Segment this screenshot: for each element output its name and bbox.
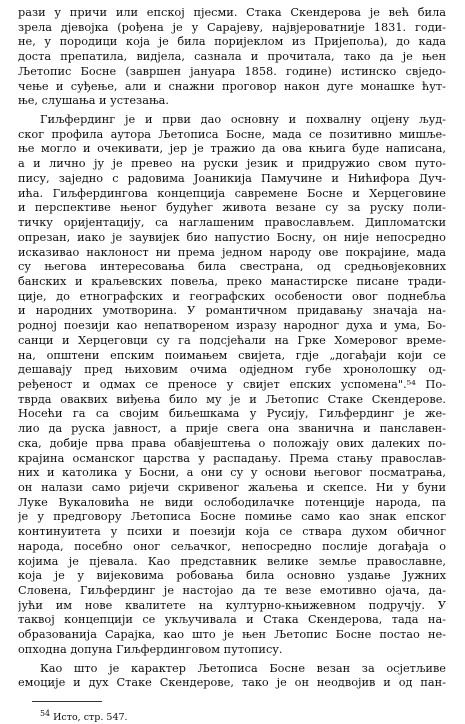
paragraph-2 bbox=[18, 113, 446, 658]
text-line: народа, посебно оног сељачког, непосредно послије догађаја о bbox=[18, 539, 446, 553]
text-line: тичку оријентацију, са наглашеним православљем. Дипломатски bbox=[18, 216, 446, 230]
text-line: рази у причи или епској пјесми. Стака Скендерова је већ била bbox=[18, 6, 446, 19]
text-line: Носећи га са својим биљешкама у Русију, Гиљфердинг је же- bbox=[18, 407, 446, 421]
text-line: ређеност и одмах се преносе у свијет епских успомена".⁵⁴ По- bbox=[18, 377, 446, 391]
text-line: Као што је карактер Љетописа Босне везан за осјетљиве bbox=[40, 661, 446, 675]
text-line: емоције и дух Стаке Скендерове, тако је он неодвојив и од пан- bbox=[18, 676, 446, 690]
text-line: су његова интересовања била свестрана, од средњовјековних bbox=[18, 260, 446, 274]
text-line: ског профила аутора Љетописа Босне, мада се позитивно мишље- bbox=[18, 127, 446, 141]
text-line: зрела дјевојка (рођена је у Сарајеву, највјероватније 1831. годи- bbox=[18, 20, 446, 34]
footnote bbox=[18, 708, 446, 724]
text-line: која је у вијековима робовања била основно уздање Јужних bbox=[18, 569, 446, 583]
text-line: и народних умотворина. У романтичном придавању значаја на- bbox=[18, 304, 446, 318]
text-line: Луке Вукаловића не види ослободилачке потенције народа, па bbox=[18, 495, 446, 509]
text-line: крајина османског царства у распадању. Према стању православ- bbox=[18, 451, 446, 465]
text-line: је у предговору Љетописа Босне помиње само као знак епског bbox=[18, 510, 446, 524]
text-line: на, општени епским поимањем свијета, гдје „догађаји који се bbox=[18, 348, 446, 362]
text-line: јући им нове квалитете на културно-књижевном подручју. У bbox=[18, 598, 446, 612]
text-line: таквој концепцији се укључивала и Стака Скендерова, тада на- bbox=[18, 613, 446, 627]
text-line: опходна допуна Гиљфердинговом путопису. bbox=[18, 642, 283, 656]
text-line: родној поезији као непатвореном изразу народног духа и ума, Бо- bbox=[18, 319, 446, 333]
text-line: образованија Сарајка, као што је њен Љетопис Босне постао не- bbox=[18, 628, 446, 642]
footnote-number: 54 bbox=[40, 709, 51, 719]
text-line: континуитета у психи и поезији која се ствара духом обичног bbox=[18, 525, 446, 539]
text-line: лио да руска јавност, а прије свега она званична и панславен- bbox=[18, 422, 446, 436]
text-line: а и лично ју је превео на руски језик и придружио свом путо- bbox=[18, 157, 446, 171]
text-line: ње могло и очекивати, јер је тражио да ова књига буде написана, bbox=[18, 142, 446, 156]
text-line: Словена, Гиљфердинг је настојао да те везе емотивно ојача, да- bbox=[18, 584, 446, 598]
text-line: ића. Гиљфердингова концепција савремене Босне и Херцеговине bbox=[18, 186, 446, 200]
text-line: којима је пјевала. Као представник велике земље православне, bbox=[18, 554, 446, 568]
text-line: дешавају пред њиховим очима одједном губе хронолошку од- bbox=[18, 363, 446, 377]
text-line: ње, слушања и устезања. bbox=[18, 94, 169, 108]
text-line: Љетопис Босне (завршен јануара 1858. године) истинско свједо- bbox=[18, 64, 446, 78]
paragraph-3 bbox=[18, 662, 446, 691]
text-line: исказивао наклоност ни према једном народу ове покрајине, мада bbox=[18, 245, 446, 259]
text-line: них и католика у Босни, а они су у основи његовог посматрања, bbox=[18, 466, 446, 480]
text-line: Гиљфердинг је и први дао основну и похвалну оцјену људ- bbox=[40, 113, 446, 127]
text-line: пису, заједно с радовима Јоаникија Памучине и Нићифора Дуч- bbox=[18, 171, 446, 185]
text-line: доста препатила, видјела, сазнала и прочитала, тако да је њен bbox=[18, 50, 446, 64]
footnote-text: Исто, стр. 547. bbox=[53, 712, 128, 724]
footnote-divider bbox=[32, 701, 102, 702]
text-line: санци и Херцеговци су га подсјећали на Грке Хомеровог време- bbox=[18, 333, 446, 347]
text-line: ска, добије прва права обавјештења о положају ових далеких по- bbox=[18, 436, 446, 450]
paragraph-1 bbox=[18, 6, 446, 109]
text-line: он налази само ријечи скривеног жаљења и скепсе. Ни у буни bbox=[18, 481, 446, 494]
text-line: опрезан, иако је заувијек био напустио Босну, он није непосредно bbox=[18, 230, 446, 244]
text-line: не, у породици која је била поријеклом из Пријепоља), до када bbox=[18, 35, 446, 49]
text-line: ције, до етнографских и географских особености овог поднебља bbox=[18, 289, 446, 303]
text-line: банских и краљевских повеља, преко манастирске писане тради- bbox=[18, 274, 446, 288]
text-line: чење и суђење, али и снажни проговор након дуге монашке ћут- bbox=[18, 79, 446, 93]
text-line: и перспективе њеног будућег живота везане су за руску поли- bbox=[18, 201, 446, 215]
text-line: тврда оваквих виђења било му је и Љетопис Стаке Скендерове. bbox=[18, 392, 446, 406]
